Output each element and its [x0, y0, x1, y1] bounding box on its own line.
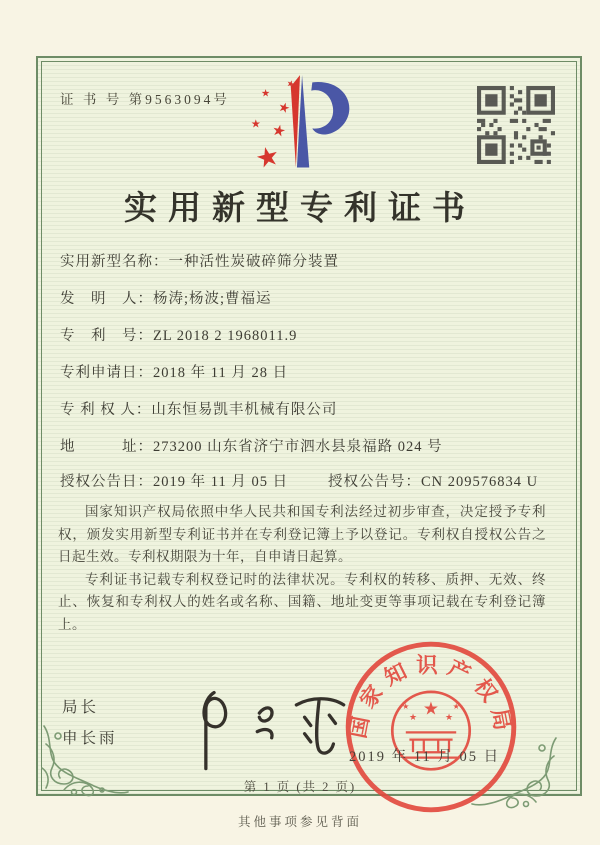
svg-text:★: ★: [270, 120, 288, 142]
svg-text:★: ★: [275, 99, 292, 118]
qr-code-icon: [477, 86, 555, 164]
field-value: 山东恒易凯丰机械有限公司: [151, 402, 338, 418]
corner-flourish-icon: [470, 728, 562, 812]
field-patent-number: [60, 325, 550, 348]
svg-text:★: ★: [252, 139, 284, 176]
paragraph-1: 国家知识产权局依照中华人民共和国专利法经过初步审查，决定授予专利权，颁发实用新型专利证书并在专利登记簿上予以登记。专利权自授权公告之日起生效。专利权期限为十年，自申请日起算。: [58, 504, 546, 564]
field-inventors: [60, 288, 550, 311]
paragraph-2: 专利证书记载专利权登记时的法律状况。专利权的转移、质押、无效、终止、恢复和专利权人的姓名或名称、国籍、地址变更等事项记载在专利登记簿上。: [58, 571, 546, 632]
svg-text:★: ★: [261, 87, 271, 100]
grant-date: [60, 470, 288, 491]
grant-number-value: CN 209576834 U: [421, 474, 539, 490]
svg-text:★: ★: [402, 702, 410, 711]
field-value: 一种活性炭破碎筛分装置: [168, 254, 339, 270]
field-label: 专 利 权 人：: [60, 402, 152, 418]
svg-text:★: ★: [408, 711, 418, 722]
field-label: 专利申请日：: [60, 365, 153, 381]
field-label: 发 明 人：: [60, 291, 153, 307]
svg-text:★: ★: [422, 698, 440, 719]
field-value: 273200 山东省济宁市泗水县泉福路 024 号: [153, 439, 443, 455]
field-label: 地 址：: [60, 439, 153, 455]
cnipa-logo-icon: [233, 68, 367, 186]
grant-date-value: 2019 年 11 月 05 日: [153, 474, 289, 490]
page-number: 第 1 页 (共 2 页): [243, 780, 357, 794]
certificate-number: 证 书 号 第9563094号: [60, 92, 230, 107]
field-value: 杨涛;杨波;曹福运: [153, 291, 272, 307]
back-note: 其他事项参见背面: [237, 815, 362, 829]
commissioner-title: 局长: [62, 699, 100, 716]
grant-number: [328, 470, 538, 491]
signature-shen-changyu-icon: [175, 678, 355, 776]
svg-text:★: ★: [284, 77, 297, 91]
svg-text:★: ★: [444, 711, 454, 722]
grant-number-label: 授权公告号：: [328, 474, 421, 490]
commissioner-name: 申长雨: [62, 730, 118, 747]
svg-text:★: ★: [452, 702, 460, 711]
field-utility-name: [60, 251, 550, 274]
field-label: 实用新型名称：: [60, 254, 169, 270]
field-label: 专 利 号：: [60, 328, 153, 344]
certificate-title: 实用新型专利证书: [124, 191, 476, 227]
svg-text:★: ★: [250, 117, 261, 131]
field-value: 2018 年 11 月 28 日: [153, 365, 289, 381]
seal-ring-text: 国家知识产权局: [345, 653, 517, 741]
field-patentee: [60, 399, 550, 422]
field-filing-date: [60, 362, 550, 385]
seal-date: 2019 年 11 月 05 日: [349, 749, 501, 765]
field-address: [60, 436, 550, 459]
legal-paragraphs: [58, 501, 546, 636]
field-list: [60, 251, 550, 473]
field-value: ZL 2018 2 1968011.9: [153, 328, 298, 344]
grant-date-label: 授权公告日：: [60, 474, 153, 490]
